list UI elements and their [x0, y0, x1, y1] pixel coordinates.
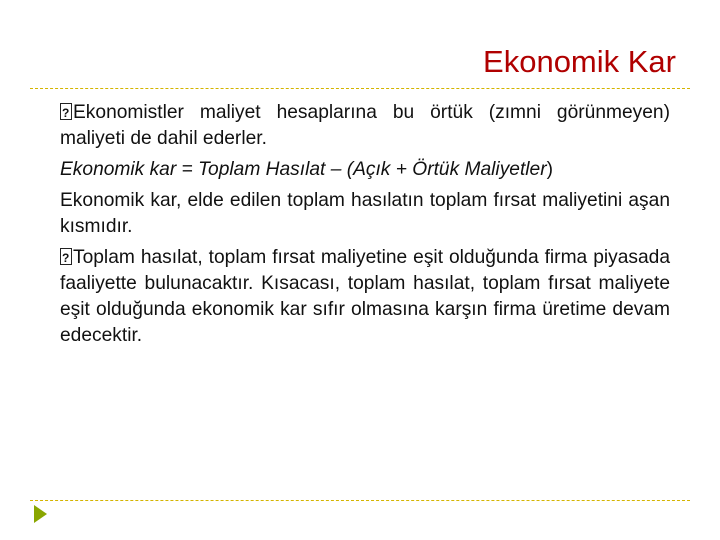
- slide-body: [60, 100, 670, 349]
- formula-text: Ekonomik kar = Toplam Hasılat – (Açık + Örtük Maliyetler: [60, 159, 547, 180]
- bottom-divider: [30, 500, 690, 501]
- paragraph-economists: [60, 100, 670, 152]
- paragraph-formula: [60, 157, 670, 183]
- paragraph-total-revenue-text: Toplam hasılat, toplam fırsat maliyetine eşit olduğunda firma piyasada faaliyette bulunacaktır. Kısacası, toplam hasılat, toplam fırsat maliyete eşit olduğunda ekonomik kar sıfır olmasına karşın firma üretime devam edecektir.: [60, 247, 670, 346]
- paragraph-definition-text: Ekonomik kar, elde edilen toplam hasılatın toplam fırsat maliyetini aşan kısmıdır.: [60, 190, 670, 237]
- missing-glyph-box-icon: [60, 103, 72, 120]
- slide-title: Ekonomik Kar: [483, 44, 676, 79]
- missing-glyph-box-icon: [60, 248, 72, 265]
- paragraph-definition: [60, 188, 670, 240]
- top-divider: [30, 88, 690, 89]
- play-triangle-icon: [34, 505, 47, 523]
- paragraph-economists-text: Ekonomistler maliyet hesaplarına bu örtük (zımni görünmeyen) maliyeti de dahil ederler.: [60, 102, 670, 149]
- formula-close-paren: ): [546, 159, 554, 180]
- paragraph-total-revenue: [60, 245, 670, 349]
